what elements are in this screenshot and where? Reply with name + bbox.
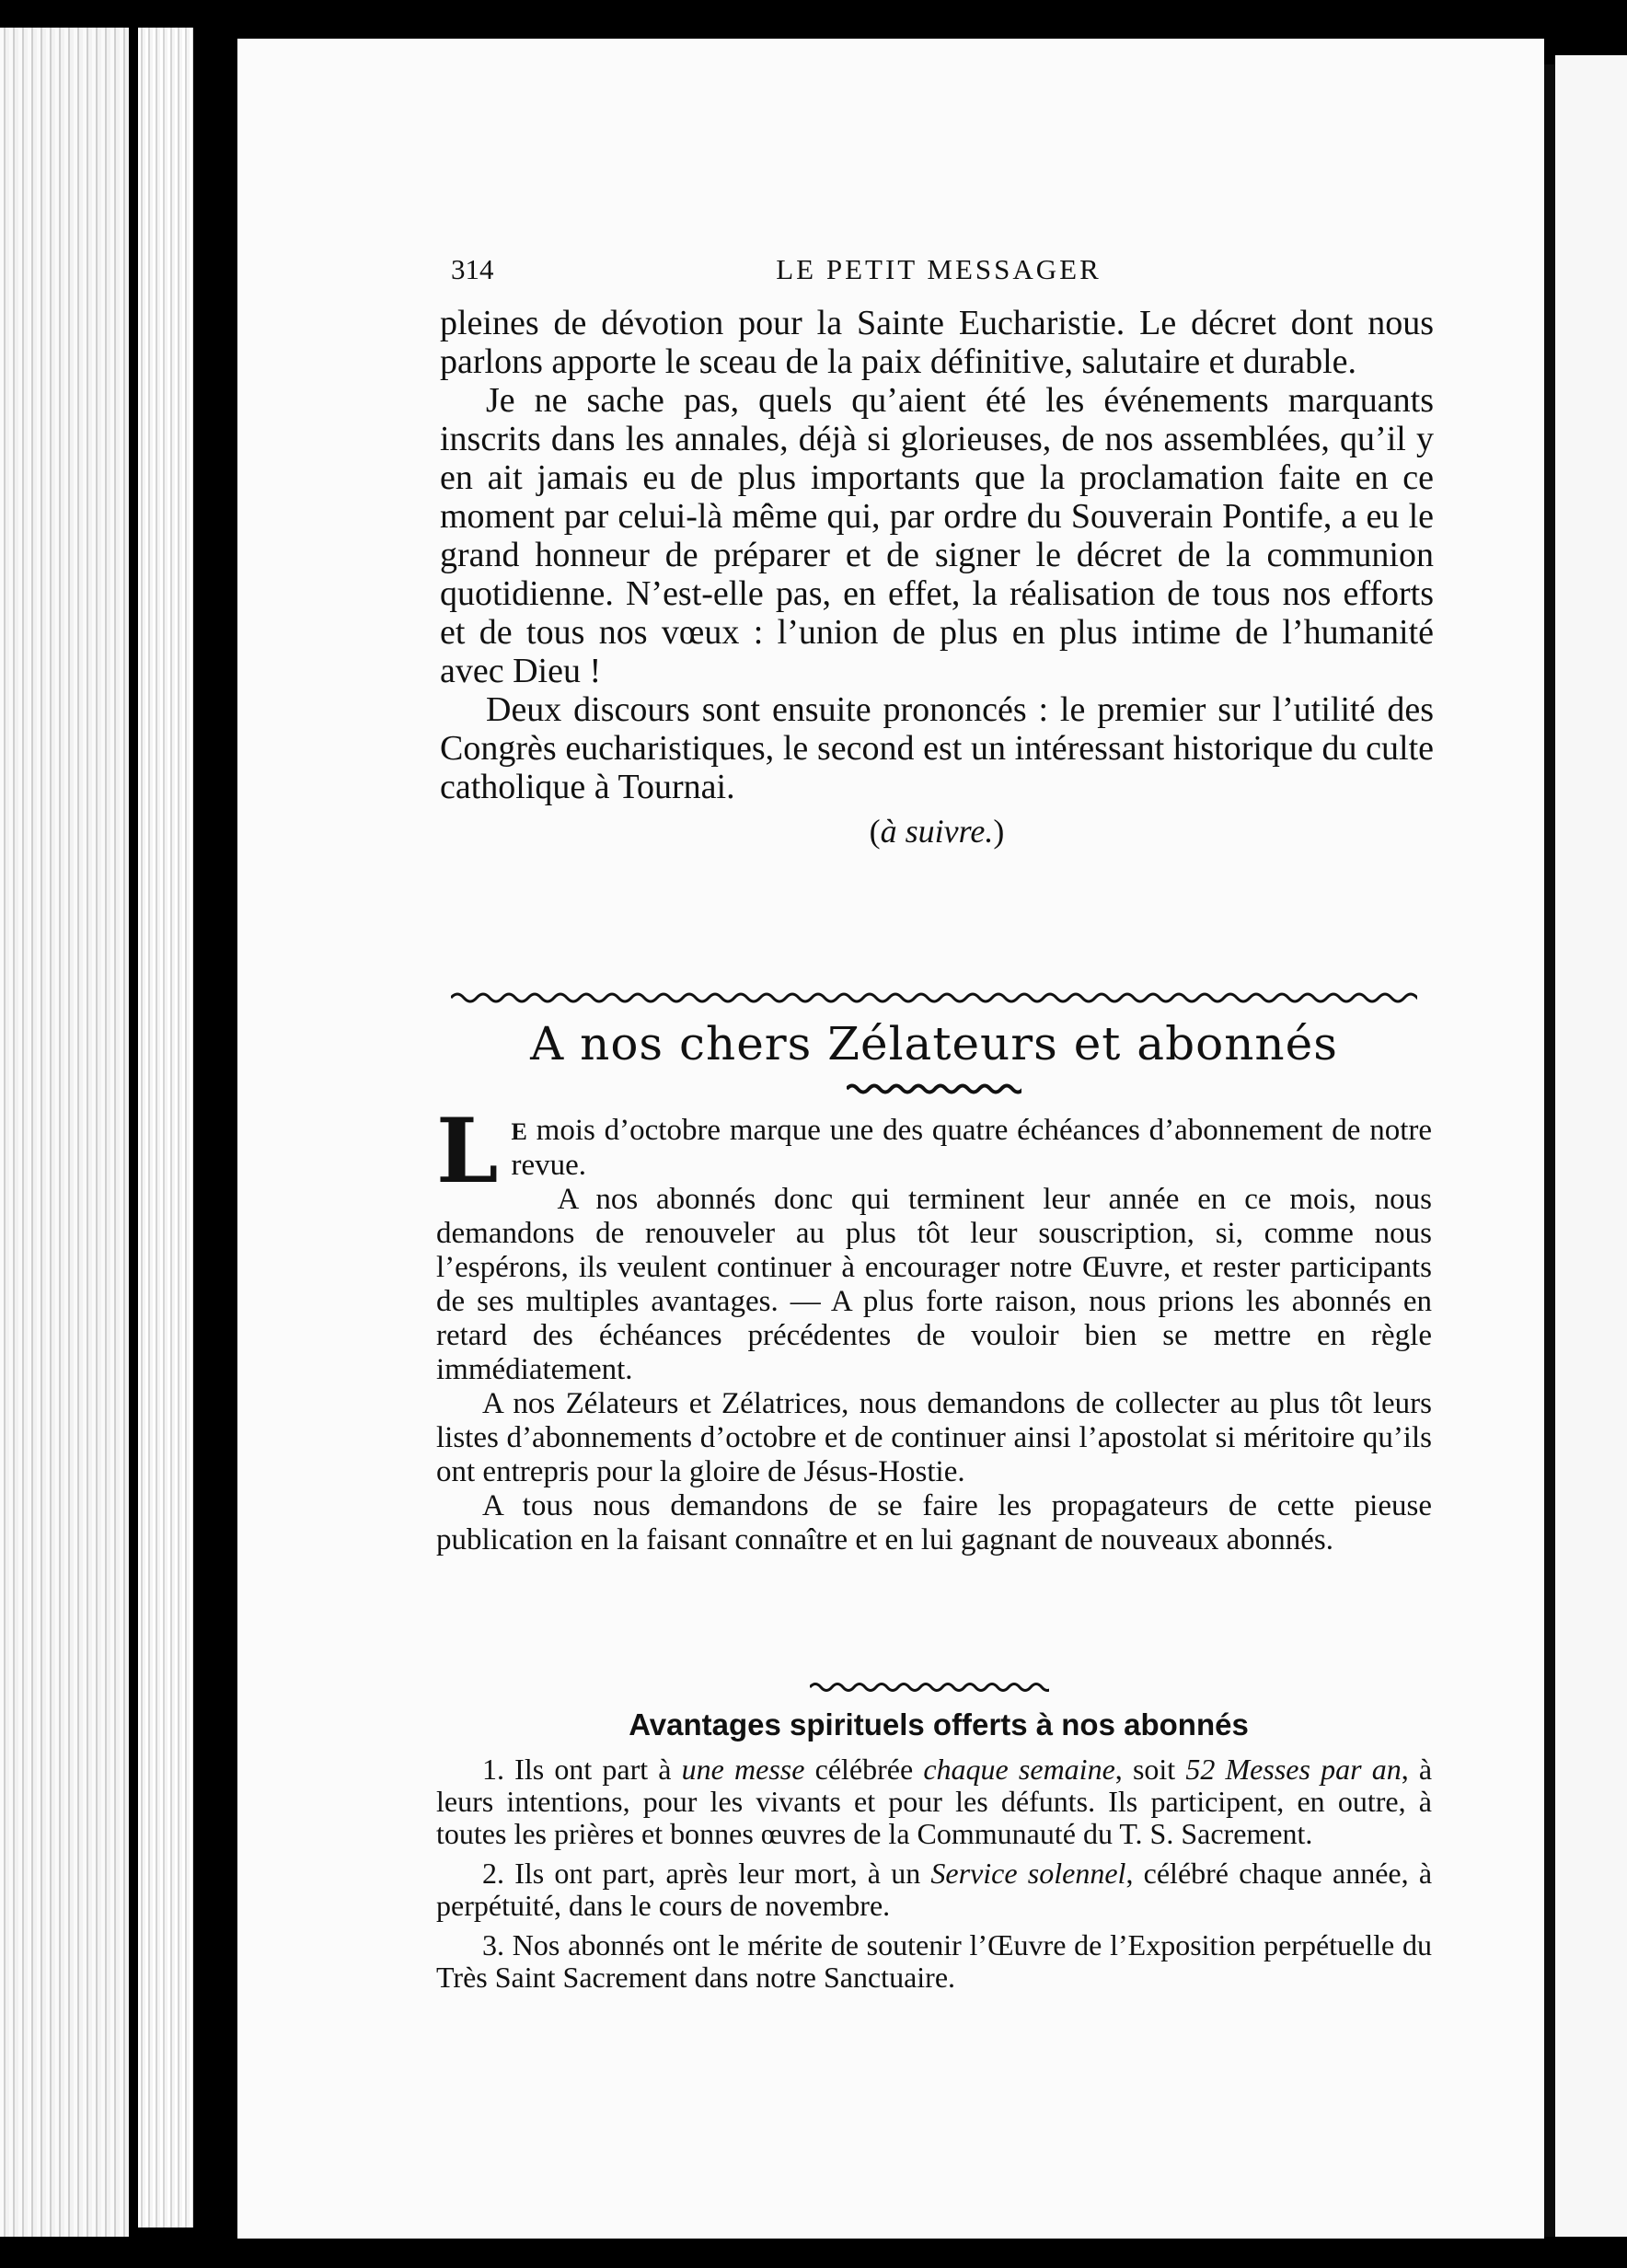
advantages-heading: Avantages spirituels offerts à nos abonnés [629, 1707, 1249, 1742]
notice-first-paragraph: L E mois d’octobre marque une des quatre échéances d’abonnement de notre revue. [436, 1099, 1433, 1203]
drop-cap: L [436, 1099, 499, 1203]
book-page-edges-inner [138, 28, 193, 2228]
advantage-item: 1. Ils ont part à une messe célébrée chaque semaine, soit 52 Messes par an, à leurs intentions, pour les vivants et pour les défunts. Ils participent, en outre, à toutes les prières et bonnes œuvres de la Communauté du T. S. Sacrement. [436, 1753, 1433, 1850]
page-number: 314 [451, 253, 494, 285]
wavy-divider [451, 989, 1417, 1006]
facing-page-edge [1555, 55, 1627, 2237]
advantage-item: 3. Nos abonnés ont le mérite de soutenir l’Œuvre de l’Exposition perpétuelle du Très Saint Sacrement dans notre Sanctuaire. [436, 1928, 1433, 1994]
advantage-item: 2. Ils ont part, après leur mort, à un Service solennel, célébré chaque année, à perpétuité, dans le cours de novembre. [436, 1857, 1433, 1922]
article-continuation [440, 304, 1434, 850]
notice-paragraph: A tous nous demandons de se faire les propagateurs de cette pieuse publication en la faisant connaître et en lui gagnant de nouveaux abonnés. [436, 1489, 1432, 1556]
article-paragraph: pleines de dévotion pour la Sainte Eucharistie. Le décret dont nous parlons apporte le sceau de la paix définitive, salutaire et durable. [440, 304, 1434, 381]
continued-note: (à suivre.) [869, 813, 1005, 850]
article-paragraph: Je ne sache pas, quels qu’aient été les événements marquants inscrits dans les annales, déjà si glorieuses, de nos assemblées, qu’il y en ait jamais eu de plus importants que la proclamation faite en ce moment par celui-là même qui, par ordre du Souverain Pontife, a eu le grand honneur de préparer et de signer le décret de la communion quotidienne. N’est-elle pas, en effet, la réalisation de tous nos efforts et de tous nos vœux : l’union de plus en plus intime de l’humanité avec Dieu ! [440, 381, 1434, 690]
notice-body [436, 1099, 1433, 1557]
notice-paragraph: A nos Zélateurs et Zélatrices, nous demandons de collecter au plus tôt leurs listes d’abonnements d’octobre et de continuer ainsi l’apostolat si méritoire qu’ils ont entrepris pour la gloire de Jésus-Hostie. [436, 1387, 1432, 1488]
book-page-edges-left [0, 28, 129, 2237]
title-ornament [847, 1082, 1021, 1096]
article-paragraph: Deux discours sont ensuite prononcés : le premier sur l’utilité des Congrès eucharistiques, le second est un intéressant historique du culte catholique à Tournai. [440, 690, 1434, 806]
page-header [451, 253, 1426, 290]
advantages-list [436, 1753, 1432, 2001]
notice-title: A nos chers Zélateurs et abonnés [530, 1017, 1338, 1070]
section-ornament [810, 1680, 1049, 1695]
notice-paragraph: A nos abonnés donc qui terminent leur année en ce mois, nous demandons de renouveler au plus tôt leur souscription, si, comme nous l’espérons, ils veulent continuer à encourager notre Œuvre, et rester participants de ses multiples avantages. — A plus forte raison, nous prions les abonnés en retard des échéances précédentes de vouloir bien se mettre en règle immédiatement. [436, 1183, 1432, 1386]
running-title: LE PETIT MESSAGER [776, 253, 1102, 285]
